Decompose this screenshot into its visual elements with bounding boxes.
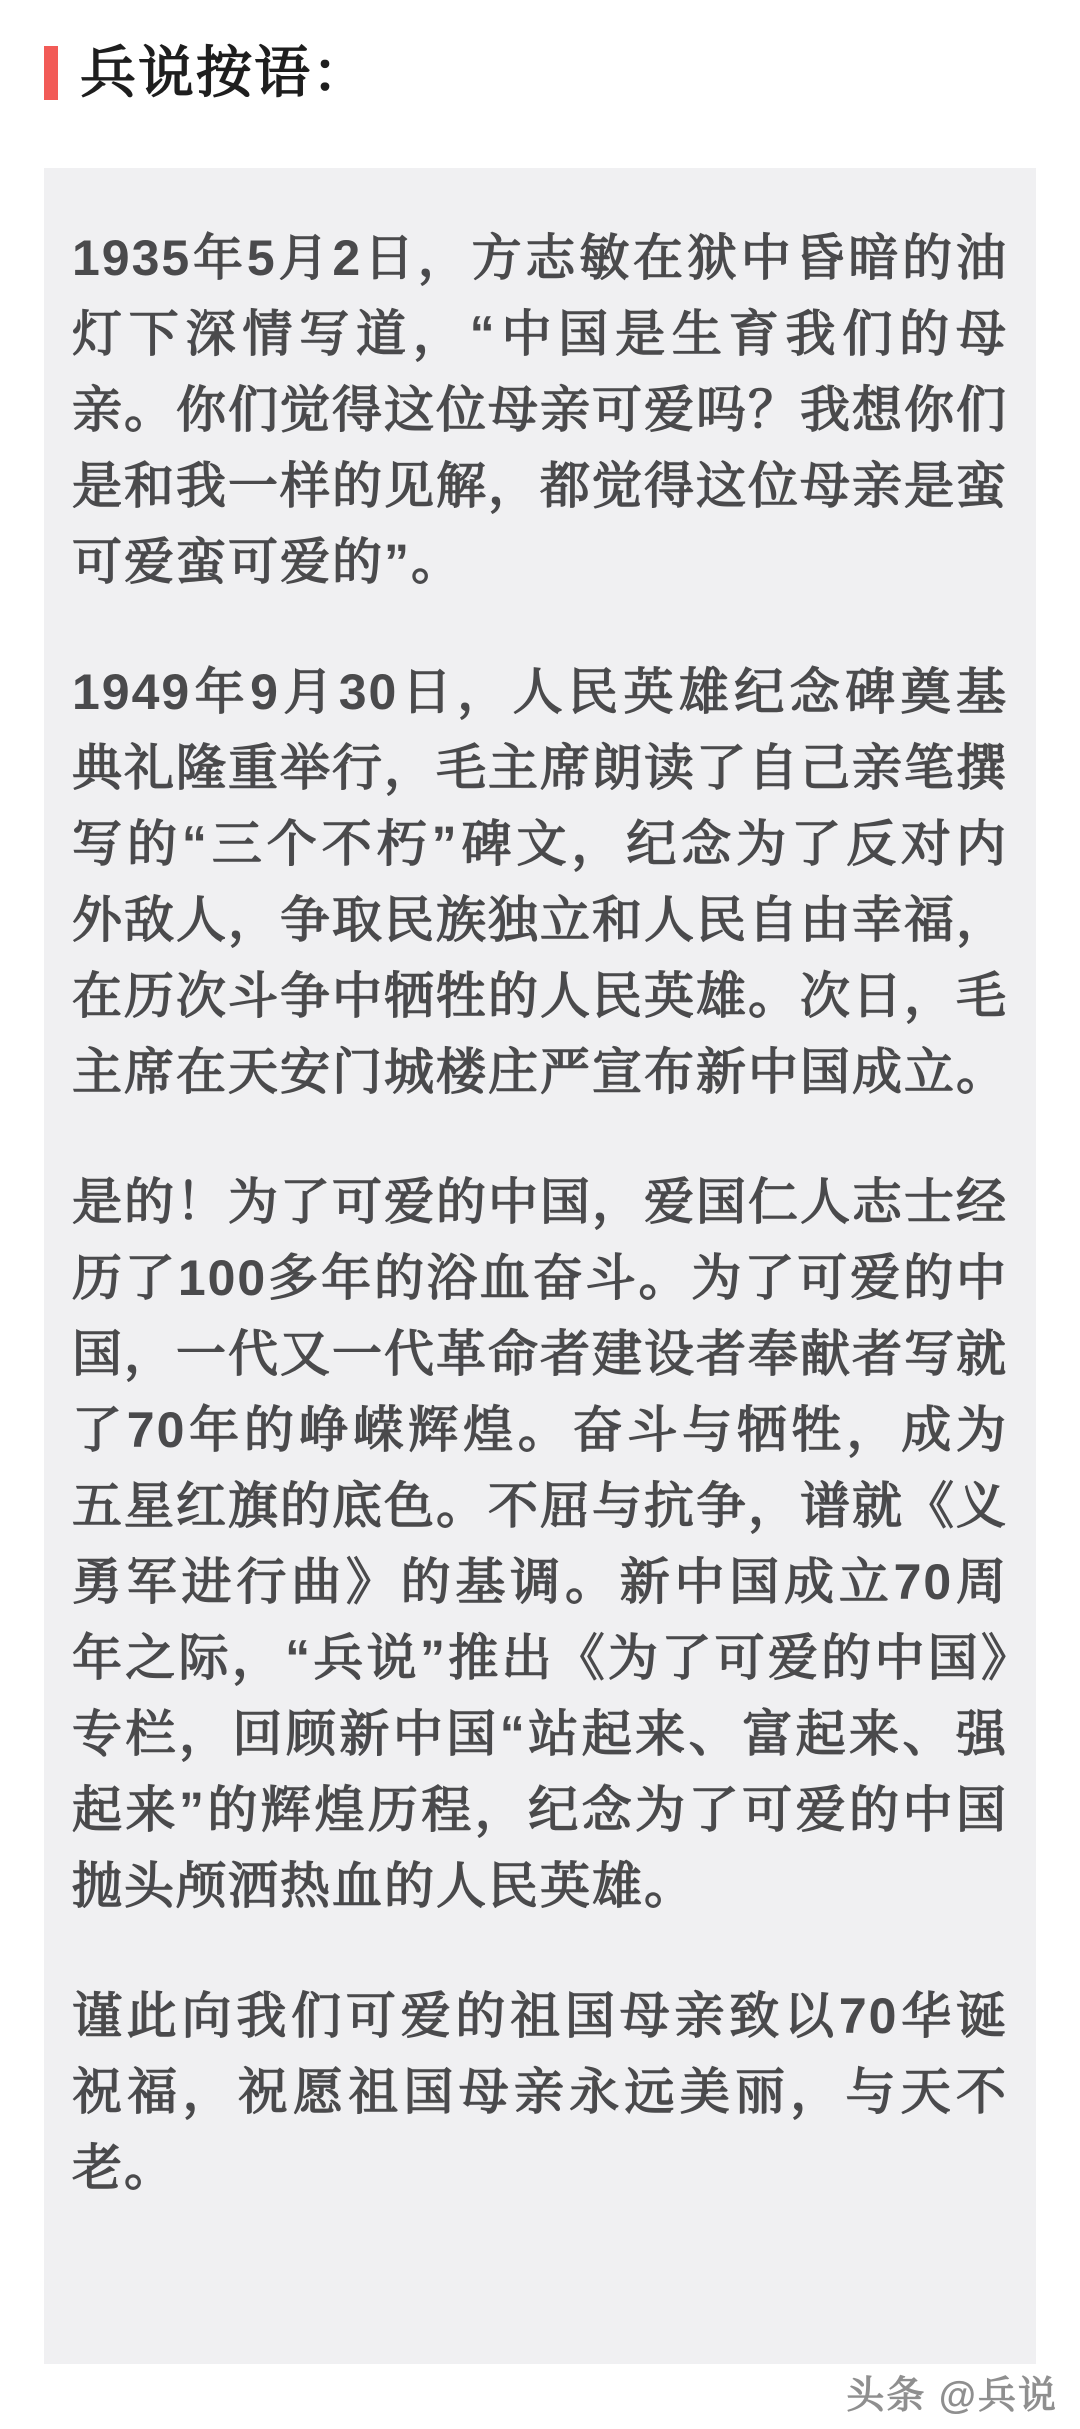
editor-note-box <box>44 168 1036 2364</box>
red-accent-bar <box>44 46 58 100</box>
section-header <box>44 42 1080 104</box>
page-title: 兵说按语： <box>80 41 370 104</box>
paragraph: 谨此向我们可爱的祖国母亲致以70华诞祝福，祝愿祖国母亲永远美丽，与天不老。 <box>72 1988 1008 2196</box>
watermark: 头条 @兵说 <box>846 2375 1058 2417</box>
paragraph: 1935年5月2日，方志敏在狱中昏暗的油灯下深情写道，“中国是生育我们的母亲。你们觉得这位母亲可爱吗？我想你们是和我一样的见解，都觉得这位母亲是蛮可爱蛮可爱的”。 <box>72 230 1008 590</box>
watermark-row <box>0 2374 1058 2418</box>
paragraph: 是的！为了可爱的中国，爱国仁人志士经历了100多年的浴血奋斗。为了可爱的中国，一代又一代革命者建设者奉献者写就了70年的峥嵘辉煌。奋斗与牺牲，成为五星红旗的底色。不屈与抗争，谱就《义勇军进行曲》的基调。新中国成立70周年之际，“兵说”推出《为了可爱的中国》专栏，回顾新中国“站起来、富起来、强起来”的辉煌历程，纪念为了可爱的中国抛头颅洒热血的人民英雄。 <box>72 1174 1008 1914</box>
paragraph: 1949年9月30日，人民英雄纪念碑奠基典礼隆重举行，毛主席朗读了自己亲笔撰写的“三个不朽”碑文，纪念为了反对内外敌人，争取民族独立和人民自由幸福，在历次斗争中牺牲的人民英雄。次日，毛主席在天安门城楼庄严宣布新中国成立。 <box>72 664 1008 1100</box>
